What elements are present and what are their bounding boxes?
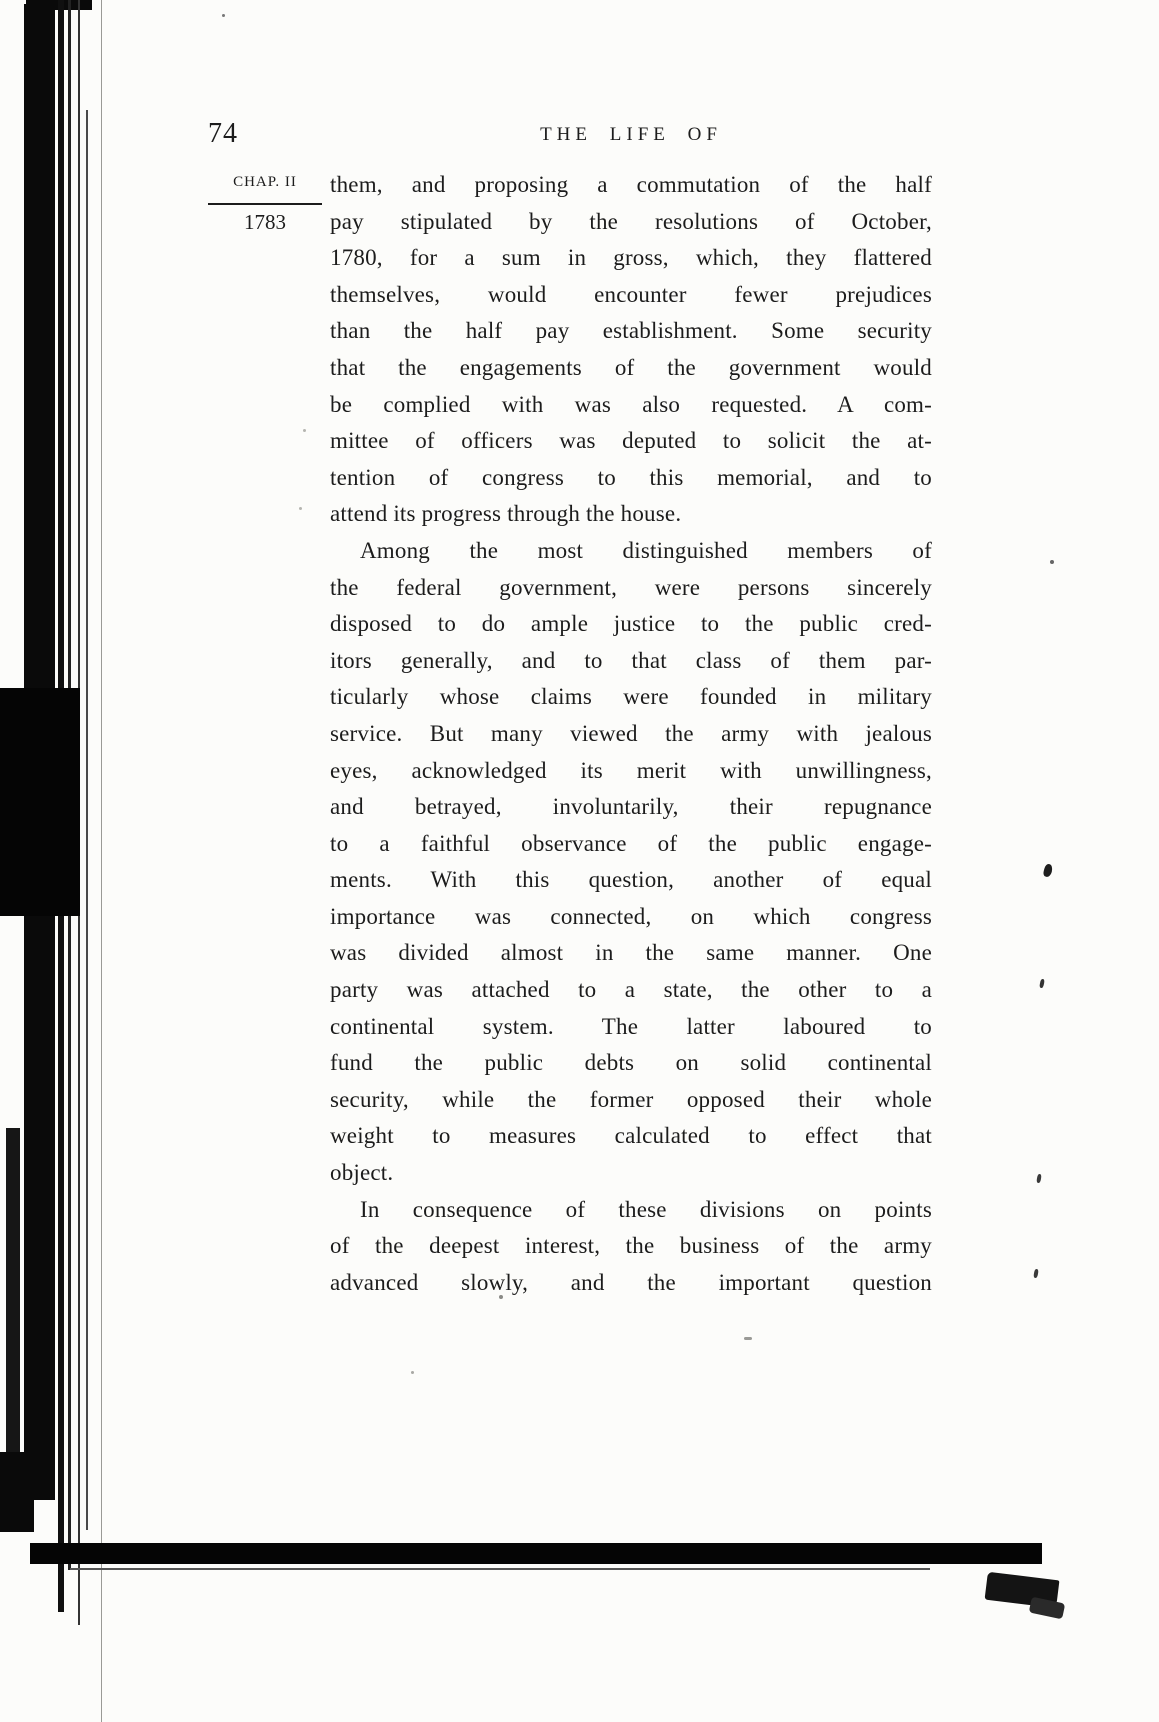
text-line: security, while the former opposed their whole (330, 1086, 932, 1112)
text-line: be complied with was also requested. A com- (330, 391, 932, 417)
text-line: to a faithful observance of the public engage- (330, 830, 932, 856)
ink-speckle (1036, 1174, 1042, 1184)
text-line: In consequence of these divisions on points (360, 1196, 932, 1222)
paragraph (330, 167, 932, 533)
text-line: ticularly whose claims were founded in military (330, 684, 932, 710)
scan-edge-line (70, 1568, 930, 1570)
text-line: importance was connected, on which congress (330, 903, 932, 929)
paragraph (330, 533, 932, 1192)
text-line: object. (330, 1160, 394, 1186)
text-line: tention of congress to this memorial, and to (330, 464, 932, 490)
text-line: that the engagements of the government would (330, 354, 932, 380)
scan-corner-blob (1029, 1597, 1066, 1620)
text-line: themselves, would encounter fewer prejudices (330, 281, 932, 307)
scan-edge-bar (30, 1543, 1042, 1564)
text-line: advanced slowly, and the important question (330, 1269, 932, 1295)
text-line: than the half pay establishment. Some security (330, 318, 932, 344)
text-line: attend its progress through the house. (330, 501, 682, 527)
text-line: mittee of officers was deputed to solicit the at- (330, 428, 932, 454)
text-line: and betrayed, involuntarily, their repugnance (330, 794, 932, 820)
ink-speckle (303, 429, 306, 432)
margin-rule (208, 203, 322, 205)
ink-speckle (1050, 560, 1054, 564)
text-line: was divided almost in the same manner. One (330, 940, 932, 966)
ink-speckle (299, 507, 302, 510)
text-line: continental system. The latter laboured to (330, 1013, 932, 1039)
text-line: Among the most distinguished members of (360, 537, 932, 563)
text-line: service. But many viewed the army with jealous (330, 720, 932, 746)
page-fold-shadow (101, 0, 102, 1722)
ink-speckle (1039, 979, 1045, 989)
scan-binding-artifact (0, 1452, 34, 1532)
scan-binding-artifact (0, 688, 80, 916)
ink-speckle (411, 1371, 414, 1374)
ink-speckle (744, 1337, 752, 1340)
text-line: 1780, for a sum in gross, which, they flattered (330, 245, 932, 271)
text-line: them, and proposing a commutation of the half (330, 172, 932, 197)
text-line: the federal government, were persons sincerely (330, 574, 932, 600)
scan-binding-artifact (6, 1128, 20, 1463)
page-number: 74 (208, 118, 238, 149)
text-line: weight to measures calculated to effect that (330, 1123, 932, 1149)
text-line: ments. With this question, another of equal (330, 867, 932, 893)
text-line: of the deepest interest, the business of the army (330, 1233, 932, 1259)
text-line: fund the public debts on solid continental (330, 1050, 932, 1076)
year-margin-label: 1783 (244, 210, 286, 234)
paragraph (330, 1192, 932, 1302)
text-line: eyes, acknowledged its merit with unwillingness, (330, 757, 932, 783)
text-line: pay stipulated by the resolutions of October, (330, 208, 932, 234)
scan-binding-artifact (86, 110, 88, 1530)
text-line: party was attached to a state, the other to a (330, 977, 932, 1003)
ink-speckle (222, 14, 225, 17)
chapter-margin-label: CHAP. II (233, 174, 297, 190)
ink-speckle (1033, 1269, 1039, 1279)
ink-speckle (1042, 863, 1053, 878)
text-line: itors generally, and to that class of them par- (330, 647, 932, 673)
running-header-title: THE LIFE OF (540, 124, 722, 145)
text-line: disposed to do ample justice to the public cred- (330, 611, 932, 637)
body-text-column (330, 167, 932, 1301)
